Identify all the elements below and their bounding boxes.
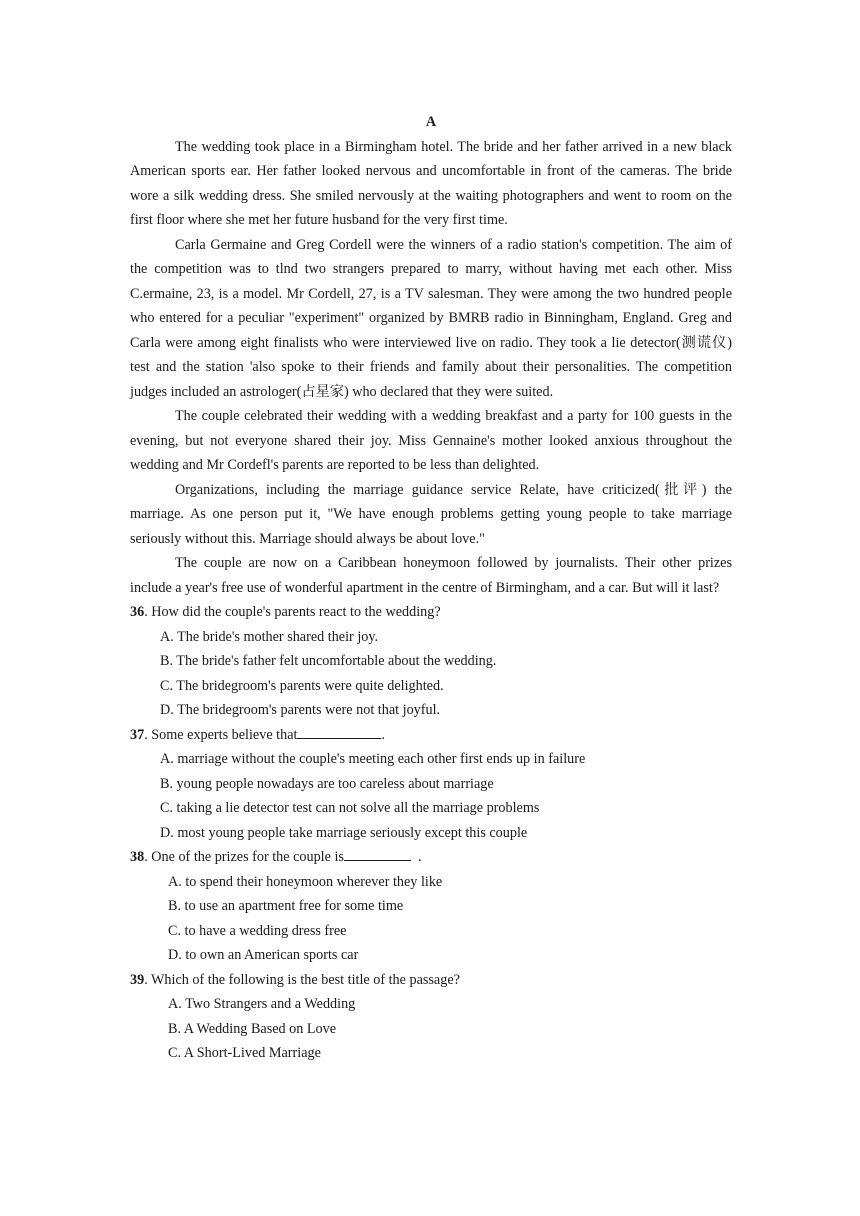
question-text: . How did the couple's parents react to the wedding? <box>144 604 441 620</box>
option-c: C. to have a wedding dress free <box>168 922 347 939</box>
passage-heading: A <box>425 114 437 130</box>
question-36 <box>130 600 732 723</box>
question-number: 39 <box>130 971 145 988</box>
question-stem <box>130 600 732 625</box>
question-number: 37 <box>130 726 145 743</box>
option-b: B. A Wedding Based on Love <box>168 1020 337 1037</box>
option-b: B. young people nowadays are too careless about marriage <box>160 775 494 792</box>
paragraph-2: Carla Germaine and Greg Cordell were the winners of a radio station's competition. The aim of the competition was to tlnd two strangers prepared to marry, without having met each other. Miss C.ermaine, 23, is a model. Mr Cordell, 27, is a TV salesman. They were among the two hundred people who entered for a peculiar "experiment" organized by BMRB radio in Binningham, England. Greg and Carla were among eight finalists who were interviewed live on radio. They took a lie detector(测谎仪) test and the station 'also spoke to their friends and family about their personalities. The competition judges included an astrologer(占星家) who declared that they were suited. <box>130 236 732 400</box>
question-number: 38 <box>130 849 145 865</box>
option-c: C. taking a lie detector test can not solve all the marriage problems <box>160 800 540 816</box>
paragraph-3: The couple celebrated their wedding with a wedding breakfast and a party for 100 guests in the evening, but not everyone shared their joy. Miss Gennaine's mother looked anxious throughout the wedding and Mr Cordefl's parents are reported to be less than delighted. <box>130 408 732 473</box>
question-37 <box>130 723 732 846</box>
option-c: C. The bridegroom's parents were quite delighted. <box>160 677 444 694</box>
option-c: C. A Short-Lived Marriage <box>168 1045 321 1061</box>
question-39 <box>130 968 732 1066</box>
question-text-end: . <box>410 849 422 865</box>
option-b: B. The bride's father felt uncomfortable about the wedding. <box>160 653 497 669</box>
paragraph-4: Organizations, including the marriage guidance service Relate, have criticized(批评) the marriage. As one person put it, "We have enough problems getting young people to take marriage seriously without this. Marriage should always be about love." <box>130 481 732 547</box>
option-a: A. The bride's mother shared their joy. <box>160 628 379 645</box>
question-text: . Which of the following is the best title of the passage? <box>144 971 460 988</box>
document-page <box>130 110 732 1066</box>
answer-blank <box>344 845 411 861</box>
question-stem <box>130 723 732 748</box>
question-38 <box>130 845 732 968</box>
option-d: D. The bridegroom's parents were not that joyful. <box>160 702 441 718</box>
paragraph-1: The wedding took place in a Birmingham hotel. The bride and her father arrived in a new black American sports ear. Her father looked nervous and uncomfortable in front of the cameras. The bride wore a silk wedding dress. She smiled nervously at the waiting photographers and went to room on the first floor where she met her future husband for the very first time. <box>130 138 732 228</box>
question-stem <box>130 968 732 993</box>
answer-blank <box>297 723 381 739</box>
question-text: . One of the prizes for the couple is <box>144 849 344 865</box>
question-number: 36 <box>130 604 145 620</box>
question-text-end: . <box>381 726 385 743</box>
option-d: D. to own an American sports car <box>168 947 359 963</box>
question-stem <box>130 845 732 870</box>
option-b: B. to use an apartment free for some time <box>168 898 404 914</box>
option-a: A. Two Strangers and a Wedding <box>168 996 356 1012</box>
option-a: A. to spend their honeymoon wherever they like <box>168 873 443 890</box>
option-a: A. marriage without the couple's meeting each other first ends up in failure <box>160 751 586 767</box>
option-d: D. most young people take marriage seriously except this couple <box>160 824 528 841</box>
question-text: . Some experts believe that <box>144 726 298 743</box>
paragraph-5: The couple are now on a Caribbean honeymoon followed by journalists. Their other prizes include a year's free use of wonderful apartment in the centre of Birmingham, and a car. But will it last? <box>130 555 732 596</box>
